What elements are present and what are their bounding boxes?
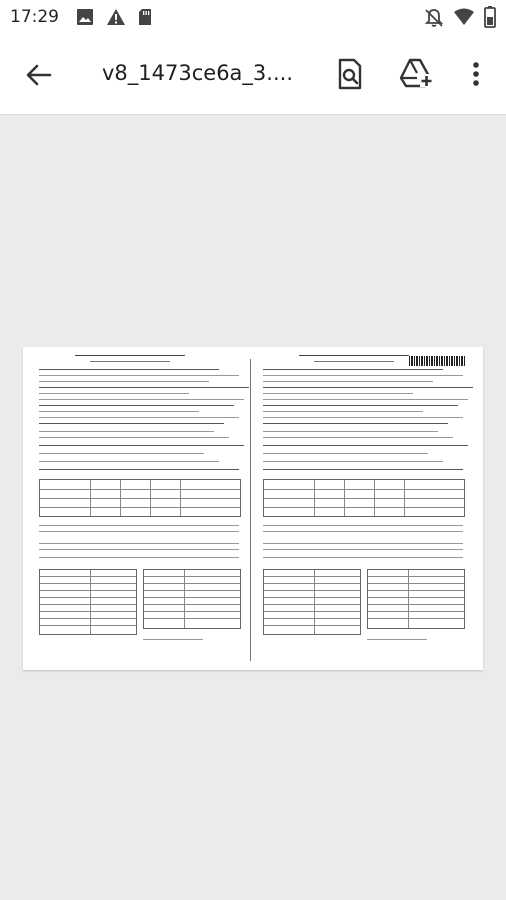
text-line [263, 445, 468, 446]
text-line [263, 431, 438, 432]
text-line [263, 423, 448, 424]
table-col-line [120, 480, 121, 516]
text-line [263, 381, 433, 382]
table-row-line [40, 625, 136, 626]
table-col-line [90, 570, 91, 634]
text-line [263, 369, 443, 370]
document-page-thumbnail[interactable] [23, 347, 483, 670]
text-line [263, 557, 463, 558]
wifi-icon [453, 8, 475, 26]
table-row-line [264, 625, 360, 626]
alert-icon [106, 8, 126, 26]
loading-table [39, 569, 137, 635]
text-line [39, 525, 239, 526]
waybill-right [259, 353, 471, 643]
table-row-line [264, 590, 360, 591]
signature-line [143, 639, 203, 640]
text-line [39, 375, 239, 376]
table-col-line [184, 570, 185, 628]
add-to-drive-icon[interactable] [398, 56, 434, 92]
table-col-line [344, 480, 345, 516]
table-row-line [40, 583, 136, 584]
table-row-line [264, 498, 464, 499]
status-time: 17:29 [10, 7, 59, 27]
battery-icon [484, 6, 496, 28]
text-line [263, 461, 443, 462]
text-line [39, 549, 239, 550]
text-line [263, 375, 463, 376]
text-line [263, 393, 413, 394]
subtitle-line [90, 361, 170, 362]
table-col-line [408, 570, 409, 628]
document-viewer[interactable] [0, 115, 506, 900]
table-row-line [264, 618, 360, 619]
text-line [263, 405, 458, 406]
table-row-line [144, 590, 240, 591]
text-line [39, 387, 249, 388]
text-line [39, 453, 204, 454]
table-row-line [40, 507, 240, 508]
text-line [39, 431, 214, 432]
table-row-line [40, 576, 136, 577]
table-row-line [368, 583, 464, 584]
barcode-graphic [409, 356, 465, 366]
text-line [39, 417, 239, 418]
table-col-line [180, 480, 181, 516]
text-line [263, 399, 468, 400]
table-row-line [144, 583, 240, 584]
table-row-line [40, 618, 136, 619]
back-arrow-icon[interactable] [22, 58, 56, 92]
text-line [39, 461, 219, 462]
text-line [39, 411, 199, 412]
table-row-line [264, 604, 360, 605]
table-row-line [264, 611, 360, 612]
image-icon [76, 8, 94, 26]
more-vert-icon[interactable] [458, 56, 494, 92]
text-line [263, 543, 463, 544]
text-line [39, 543, 239, 544]
text-line [39, 437, 229, 438]
table-row-line [264, 597, 360, 598]
act-table [143, 569, 241, 629]
table-row-line [40, 489, 240, 490]
text-line [39, 531, 239, 532]
table-row-line [144, 604, 240, 605]
text-line [39, 393, 189, 394]
text-line [263, 437, 453, 438]
table-row-line [368, 576, 464, 577]
app-bar [0, 34, 506, 115]
table-col-line [314, 480, 315, 516]
table-row-line [264, 583, 360, 584]
table-row-line [368, 611, 464, 612]
table-col-line [90, 480, 91, 516]
table-col-line [314, 570, 315, 634]
text-line [263, 417, 463, 418]
text-line [263, 387, 473, 388]
notifications-off-icon [424, 8, 444, 28]
table-row-line [40, 590, 136, 591]
text-line [39, 469, 239, 470]
title-line [75, 355, 185, 356]
text-line [263, 531, 463, 532]
table-row-line [368, 618, 464, 619]
table-row-line [144, 597, 240, 598]
text-line [39, 399, 244, 400]
table-row-line [264, 576, 360, 577]
table-row-line [368, 604, 464, 605]
text-line [39, 405, 234, 406]
table-row-line [264, 489, 464, 490]
act-table [367, 569, 465, 629]
table-col-line [150, 480, 151, 516]
waybill-left [35, 353, 247, 643]
title-line [299, 355, 409, 356]
text-line [263, 525, 463, 526]
table-col-line [374, 480, 375, 516]
text-line [39, 423, 224, 424]
table-row-line [144, 618, 240, 619]
subtitle-line [314, 361, 394, 362]
cargo-table [263, 479, 465, 517]
document-title: v8_1473ce6a_3.... [102, 61, 293, 85]
text-line [263, 469, 463, 470]
text-line [39, 445, 244, 446]
table-row-line [264, 507, 464, 508]
table-row-line [368, 590, 464, 591]
table-row-line [40, 597, 136, 598]
sd-card-icon [138, 8, 152, 26]
table-row-line [144, 576, 240, 577]
table-col-line [404, 480, 405, 516]
table-row-line [144, 611, 240, 612]
table-row-line [40, 604, 136, 605]
page-divider [250, 359, 251, 661]
table-row-line [40, 498, 240, 499]
text-line [263, 549, 463, 550]
text-line [263, 411, 423, 412]
text-line [39, 557, 239, 558]
table-row-line [368, 597, 464, 598]
loading-table [263, 569, 361, 635]
table-row-line [40, 611, 136, 612]
cargo-table [39, 479, 241, 517]
text-line [39, 369, 219, 370]
find-in-page-icon[interactable] [332, 56, 368, 92]
text-line [263, 453, 428, 454]
status-bar [0, 0, 506, 34]
text-line [39, 381, 209, 382]
signature-line [367, 639, 427, 640]
